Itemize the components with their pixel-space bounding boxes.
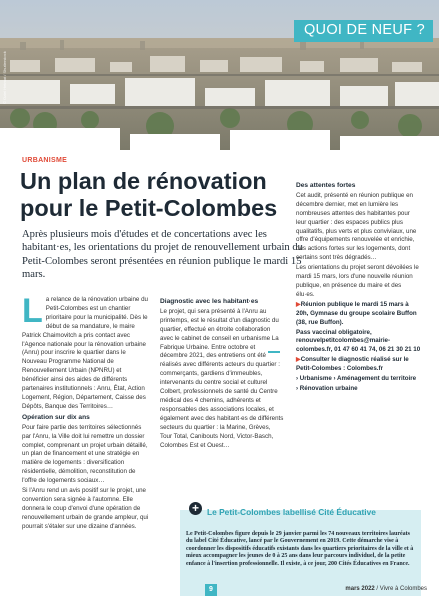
paragraph: Si l'Anru rend un avis positif sur le projet, une convention sera signée à l'automne. Elle donnera le coup d'envoi d'une opération de renouvellement urbain de grande ampleur, qui pourrait s'étaler sur une dizaine d'années. xyxy=(22,487,149,530)
paragraph: Cet audit, présenté en réunion publique en décembre dernier, met en lumière les nombreuses attentes des habitantes pour leur quartier : des espaces publics plus qualitatifs, plus verts et plus conviviaux, une offre d'équipements renouvelée et enrichie, des actions fortes sur les logements, dont certains sont très dégradés… xyxy=(296,191,417,262)
plus-decoration-icon xyxy=(268,348,280,356)
lead-paragraph: Après plusieurs mois d'études et de concertations avec les habitant·es, les orientations du projet de renouvellement urbain du Petit-Colombes seront présentées en réunion publique le mardi 15 mars. xyxy=(22,229,303,280)
subheading-attentes: Des attentes fortes xyxy=(296,182,356,189)
paragraph: Le projet, qui sera présenté à l'Anru au printemps, est le résultat d'un diagnostic du quartier, effectué en étroite collaboration avec le cabinet de conseil en urbanisme La Fabrique Urbaine. Entre octobre et décembre 2021, des entretiens ont été réalisés avec différents acteurs du quartier : commerçants, gardiens d'immeubles, intervenants du centre social et culturel Colbert, professionnels de santé du Centre médical des 4 chemins, adhérents et responsables des associations locales, et également avec des habitant·es de différents secteurs du quartier : la Marine, Grèves, Tour Total, Canibouts Nord, Victor-Basch, Colombes Est et Ouest… xyxy=(160,307,284,449)
section-banner: QUOI DE NEUF ? xyxy=(294,20,433,42)
hero-photo xyxy=(0,0,439,150)
page-number: 9 xyxy=(205,584,217,596)
breadcrumb-renovation[interactable]: › Rénovation urbaine xyxy=(296,384,358,392)
plus-icon: + xyxy=(189,502,202,515)
drop-cap: L xyxy=(22,292,43,330)
arrow-icon: ▶ xyxy=(296,356,301,364)
column-middle xyxy=(160,296,284,451)
info-box-text: Le Petit-Colombes figure depuis le 29 janvier parmi les 74 nouveaux territoires lauréats du label Cité Éducative, lancé par le Gouvernement en 2019. Cette démarche vise à coordonner les dispositifs éducatifs existants dans les quartiers prioritaires de la ville et à mieux accompagner les jeunes de 0 à 25 ans dans leur parcours individuel, de la petite enfance à l'insertion professionnelle. Il existe, à ce jour, 200 Cités Éducatives en France. xyxy=(186,531,414,567)
page-title: Un plan de rénovation pour le Petit-Colombes xyxy=(20,168,278,221)
info-box-title: Le Petit-Colombes labellisé Cité Éducative xyxy=(207,507,376,517)
subheading-operation: Opération sur dix ans xyxy=(22,413,90,421)
column-right xyxy=(296,180,421,395)
photo-credit: © Oziel Hetmat / Shutterstock xyxy=(2,51,7,104)
paragraph: Pour faire partie des territoires sélectionnés par l'Anru, la Ville doit lui remettre un dossier complet, comprenant un projet urbain détaillé, un plan de financement et une stratégie en matière de logements : diversification résidentielle, démolition, reconstitution de l'offre de logements sociaux… xyxy=(22,423,148,485)
column-left xyxy=(22,292,149,533)
subheading-diagnostic: Diagnostic avec les habitant·es xyxy=(160,298,259,305)
arrow-icon: ▶ xyxy=(296,300,301,308)
meeting-info: ▶Réunion publique le mardi 15 mars à 20h, Gymnase du groupe scolaire Buffon (38, rue Buffon). xyxy=(296,300,417,326)
diagnostic-link[interactable]: ▶Consulter le diagnostic réalisé sur le Petit-Colombes : Colombes.fr xyxy=(296,356,409,373)
rubric-label: URBANISME xyxy=(22,157,68,164)
footer: mars 2022 / Vivre à Colombes xyxy=(345,586,427,592)
breadcrumb-urbanisme[interactable]: › Urbanisme › Aménagement du territoire xyxy=(296,375,417,383)
intro-paragraph: La relance de la rénovation urbaine du Petit-Colombes est un chantier prioritaire pour la municipalité. Dès le début de sa mandature, le maire Patrick Chaimovitch a pris contact avec l'Agence nationale pour la rénovation urbaine (Anru) pour inscrire le quartier dans le Nouveau Programme National de Renouvellement Urbain (NPNRU) et bénéficier ainsi des aides de différents partenaires institutionnels : Anru, État, Action Logement, Région, Département, Caisse des Dépôts, Banque des Territoires… xyxy=(22,292,148,410)
paragraph: Les orientations du projet seront dévoilées le mardi 15 mars, lors d'une nouvelle réunion publique, en présence du maire et des élu·es. xyxy=(296,264,419,298)
contact-info: Pass vaccinal obligatoire, renouvelpetitcolombes@mairie-colombes.fr, 01 47 60 41 74, 06 21 30 21 10 xyxy=(296,328,421,354)
